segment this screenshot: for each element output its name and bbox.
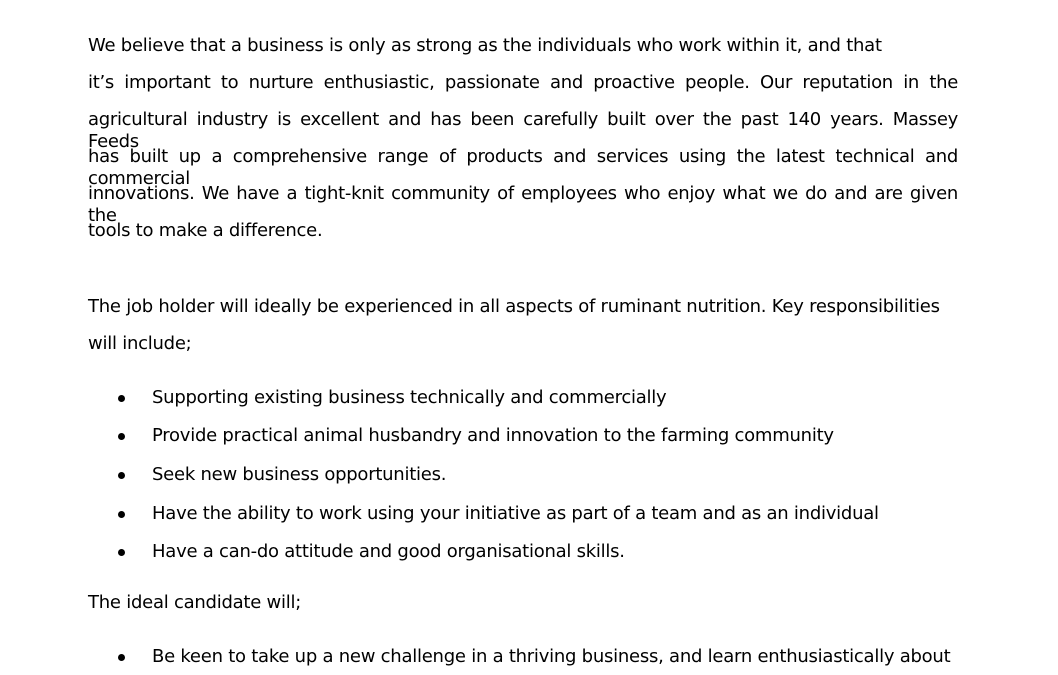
intro-line-3: agricultural industry is excellent and has been carefully built over the past 140 years. Massey Feeds (88, 109, 958, 152)
bullet-icon (118, 511, 125, 518)
candidate-heading: The ideal candidate will; (88, 592, 302, 613)
responsibility-item: Provide practical animal husbandry and innovation to the farming community (152, 425, 834, 446)
intro-line-4: has built up a comprehensive range of products and services using the latest technical and commercial (88, 146, 958, 189)
job-line-1: The job holder will ideally be experienced in all aspects of ruminant nutrition. Key responsibilities (88, 296, 940, 317)
responsibility-item: Have the ability to work using your initiative as part of a team and as an individual (152, 503, 879, 524)
intro-line-6: tools to make a difference. (88, 220, 323, 241)
bullet-icon (118, 549, 125, 556)
responsibility-item: Supporting existing business technically and commercially (152, 387, 667, 408)
intro-line-5: innovations. We have a tight-knit community of employees who enjoy what we do and are given the (88, 183, 958, 226)
responsibility-item: Have a can-do attitude and good organisational skills. (152, 541, 625, 562)
bullet-icon (118, 654, 125, 661)
intro-line-2: it’s important to nurture enthusiastic, passionate and proactive people. Our reputation in the (88, 72, 958, 93)
intro-line-1: We believe that a business is only as strong as the individuals who work within it, and that (88, 35, 882, 56)
responsibility-item: Seek new business opportunities. (152, 464, 447, 485)
bullet-icon (118, 395, 125, 402)
bullet-icon (118, 433, 125, 440)
requirement-item: Be keen to take up a new challenge in a thriving business, and learn enthusiastically about (152, 646, 951, 667)
job-line-2: will include; (88, 333, 192, 354)
bullet-icon (118, 472, 125, 479)
